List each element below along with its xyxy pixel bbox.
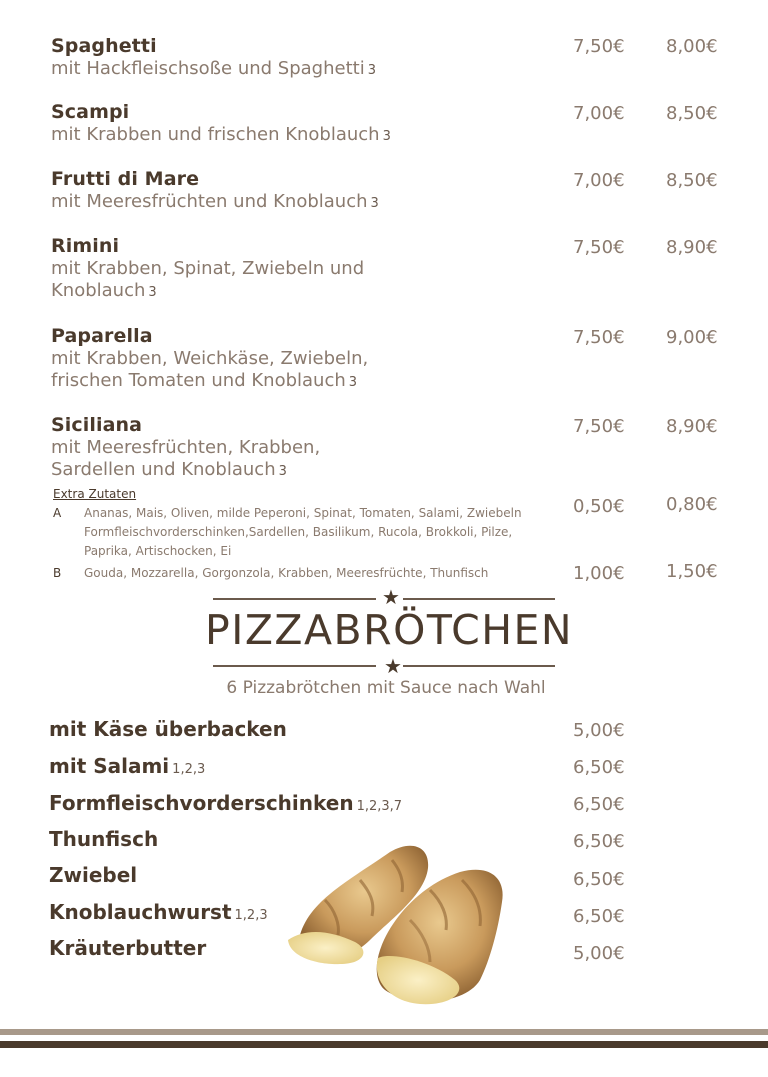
item-name: Rimini (51, 235, 120, 257)
price-small: 7,50€ (573, 237, 625, 258)
divider-line (403, 598, 555, 600)
menu-item (51, 35, 551, 82)
additive-note: 3 (370, 196, 379, 211)
price-small: 7,00€ (573, 103, 625, 124)
price-large: 8,00€ (666, 36, 718, 57)
price-large: 8,90€ (666, 416, 718, 437)
additive-note: 3 (278, 464, 287, 479)
roll-item: Thunfisch (49, 827, 159, 851)
extras-price-large: 1,50€ (666, 561, 718, 582)
additive-note: 1,2,3 (172, 762, 206, 777)
extras-group-b: Gouda, Mozzarella, Gorgonzola, Krabben, Meeresfrüchte, Thunfisch (84, 566, 489, 580)
extras-line: Paprika, Artischocken, Ei (84, 544, 232, 558)
extras-title: Extra Zutaten (53, 487, 137, 501)
price-small: 7,50€ (573, 36, 625, 57)
star-icon: ★ (384, 654, 402, 678)
roll-item: Zwiebel (49, 863, 138, 887)
item-description: Knoblauch 3 (51, 280, 157, 301)
item-description: mit Hackfleischsoße und Spaghetti 3 (51, 58, 376, 79)
price-large: 8,90€ (666, 237, 718, 258)
section-subtitle: 6 Pizzabrötchen mit Sauce nach Wahl (226, 678, 546, 698)
extras-price-large: 0,80€ (666, 494, 718, 515)
roll-item: Kräuterbutter (49, 936, 207, 960)
roll-price: 6,50€ (573, 757, 625, 778)
additive-note: 1,2,3 (234, 908, 268, 923)
roll-price: 5,00€ (573, 720, 625, 741)
roll-price: 6,50€ (573, 794, 625, 815)
footer-bar-dark (0, 1041, 768, 1048)
price-small: 7,50€ (573, 327, 625, 348)
item-description: Sardellen und Knoblauch 3 (51, 459, 287, 480)
price-small: 7,00€ (573, 170, 625, 191)
roll-item: mit Salami 1,2,3 (49, 754, 206, 778)
item-description: mit Krabben, Spinat, Zwiebeln und (51, 258, 365, 279)
roll-price: 6,50€ (573, 831, 625, 852)
item-description: mit Meeresfrüchten, Krabben, (51, 437, 321, 458)
additive-note: 3 (348, 375, 358, 390)
extras-line: Formfleischvorderschinken,Sardellen, Basilikum, Rucola, Brokkoli, Pilze, (84, 525, 513, 539)
menu-item (51, 414, 551, 483)
item-description: mit Meeresfrüchten und Knoblauch 3 (51, 191, 379, 212)
footer-bar-light (0, 1029, 768, 1035)
additive-note: 3 (382, 129, 391, 144)
extras-line: Ananas, Mais, Oliven, milde Peperoni, Spinat, Tomaten, Salami, Zwiebeln (84, 506, 522, 520)
divider-line (403, 665, 555, 667)
item-description: mit Krabben, Weichkäse, Zwiebeln, (51, 348, 369, 369)
menu-item (51, 235, 551, 304)
roll-item: Knoblauchwurst 1,2,3 (49, 900, 268, 924)
extras-price-small: 1,00€ (573, 563, 625, 584)
additive-note: 3 (367, 63, 376, 78)
pizza-rolls-image (280, 840, 510, 1010)
section-title: PIZZABRÖTCHEN (205, 606, 574, 654)
price-large: 8,50€ (666, 103, 718, 124)
menu-item (51, 325, 551, 394)
additive-note: 1,2,3,7 (356, 799, 403, 814)
roll-price: 6,50€ (573, 906, 625, 927)
divider-line (213, 598, 376, 600)
item-name: Scampi (51, 101, 130, 123)
roll-item: mit Käse überbacken (49, 717, 287, 741)
price-small: 7,50€ (573, 416, 625, 437)
menu-item (51, 101, 551, 148)
item-name: Spaghetti (51, 35, 157, 57)
extras-group-letter: B (53, 566, 62, 580)
roll-price: 5,00€ (573, 943, 625, 964)
extras-price-small: 0,50€ (573, 496, 625, 517)
item-name: Frutti di Mare (51, 168, 200, 190)
roll-item: Formfleischvorderschinken 1,2,3,7 (49, 791, 403, 815)
price-large: 8,50€ (666, 170, 718, 191)
menu-item (51, 168, 551, 215)
price-large: 9,00€ (666, 327, 718, 348)
item-name: Siciliana (51, 414, 143, 436)
roll-price: 6,50€ (573, 869, 625, 890)
extras-group-letter: A (53, 506, 62, 520)
item-name: Paparella (51, 325, 153, 347)
divider-line (213, 665, 376, 667)
item-description: frischen Tomaten und Knoblauch 3 (51, 370, 358, 391)
item-description: mit Krabben und frischen Knoblauch 3 (51, 124, 391, 145)
additive-note: 3 (148, 285, 157, 300)
star-icon: ★ (382, 585, 400, 609)
extras-group-a (84, 504, 544, 561)
